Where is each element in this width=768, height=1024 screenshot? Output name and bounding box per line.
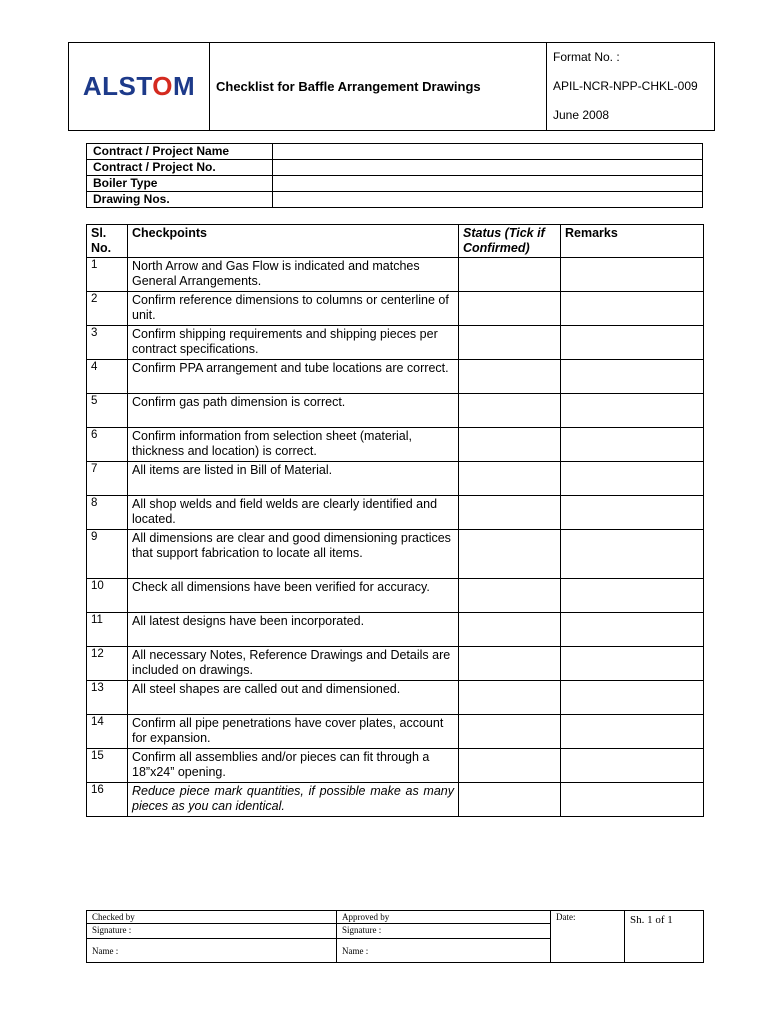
status-cell[interactable] (459, 530, 561, 579)
info-label: Contract / Project Name (87, 144, 273, 160)
checkpoint-text: All steel shapes are called out and dimensioned. (128, 681, 459, 715)
status-cell[interactable] (459, 647, 561, 681)
checklist-row (87, 715, 704, 749)
date-field[interactable] (551, 911, 625, 963)
remarks-cell[interactable] (561, 326, 704, 360)
row-number: 11 (87, 613, 128, 647)
status-cell[interactable] (459, 292, 561, 326)
checkpoint-text: All dimensions are clear and good dimensioning practices that support fabrication to locate all items. (128, 530, 459, 579)
remarks-cell[interactable] (561, 647, 704, 681)
format-date: June 2008 (553, 108, 610, 122)
format-number: APIL-NCR-NPP-CHKL-009 (553, 79, 698, 93)
info-label: Boiler Type (87, 176, 273, 192)
remarks-cell[interactable] (561, 681, 704, 715)
remarks-header: Remarks (561, 225, 704, 258)
row-number: 3 (87, 326, 128, 360)
name-field-approved[interactable]: Name : (337, 939, 551, 963)
checklist-row (87, 579, 704, 613)
remarks-cell[interactable] (561, 613, 704, 647)
checkpoint-text: All items are listed in Bill of Material. (128, 462, 459, 496)
status-cell[interactable] (459, 613, 561, 647)
row-number: 15 (87, 749, 128, 783)
row-number: 4 (87, 360, 128, 394)
format-label: Format No. : (553, 50, 620, 64)
info-value-field[interactable] (273, 160, 703, 176)
checklist-row (87, 428, 704, 462)
signature-field-approved[interactable]: Signature : (337, 924, 551, 939)
checklist-header-row (87, 225, 704, 258)
remarks-cell[interactable] (561, 496, 704, 530)
remarks-cell[interactable] (561, 292, 704, 326)
checklist-row (87, 326, 704, 360)
status-cell[interactable] (459, 360, 561, 394)
status-cell[interactable] (459, 783, 561, 817)
checkpoint-text: Check all dimensions have been verified for accuracy. (128, 579, 459, 613)
approved-by-label: Approved by (337, 911, 551, 924)
checkpoint-text: Reduce piece mark quantities, if possible make as many pieces as you can identical. (128, 783, 459, 817)
status-cell[interactable] (459, 681, 561, 715)
row-number: 13 (87, 681, 128, 715)
footer-row-heading (87, 911, 704, 924)
info-row (87, 192, 703, 208)
checklist-row (87, 613, 704, 647)
checkpoint-text: Confirm PPA arrangement and tube locations are correct. (128, 360, 459, 394)
status-cell[interactable] (459, 749, 561, 783)
checked-by-label: Checked by (87, 911, 337, 924)
remarks-cell[interactable] (561, 715, 704, 749)
checklist-row (87, 462, 704, 496)
row-number: 14 (87, 715, 128, 749)
checkpoint-text: Confirm all assemblies and/or pieces can fit through a 18”x24” opening. (128, 749, 459, 783)
project-info-table (86, 143, 703, 208)
checkpoint-text: Confirm all pipe penetrations have cover plates, account for expansion. (128, 715, 459, 749)
sheet-number: Sh. 1 of 1 (625, 911, 704, 963)
remarks-cell[interactable] (561, 783, 704, 817)
info-row (87, 176, 703, 192)
info-value-field[interactable] (273, 192, 703, 208)
info-value-field[interactable] (273, 144, 703, 160)
checkpoint-text: Confirm information from selection sheet (material, thickness and location) is correct. (128, 428, 459, 462)
remarks-cell[interactable] (561, 360, 704, 394)
status-cell[interactable] (459, 326, 561, 360)
info-value-field[interactable] (273, 176, 703, 192)
row-number: 10 (87, 579, 128, 613)
status-cell[interactable] (459, 496, 561, 530)
checkpoint-text: North Arrow and Gas Flow is indicated and matches General Arrangements. (128, 258, 459, 292)
checklist-table (86, 224, 704, 817)
checkpoint-text: All latest designs have been incorporated. (128, 613, 459, 647)
row-number: 6 (87, 428, 128, 462)
checklist-row (87, 530, 704, 579)
remarks-cell[interactable] (561, 462, 704, 496)
document-title: Checklist for Baffle Arrangement Drawings (210, 43, 547, 131)
date-label: Date: (556, 912, 576, 922)
checkpoint-text: All shop welds and field welds are clearly identified and located. (128, 496, 459, 530)
row-number: 16 (87, 783, 128, 817)
name-field-checked[interactable]: Name : (87, 939, 337, 963)
checklist-row (87, 749, 704, 783)
checkpoint-text: Confirm reference dimensions to columns or centerline of unit. (128, 292, 459, 326)
status-cell[interactable] (459, 394, 561, 428)
remarks-cell[interactable] (561, 749, 704, 783)
remarks-cell[interactable] (561, 394, 704, 428)
row-number: 8 (87, 496, 128, 530)
checklist-row (87, 783, 704, 817)
row-number: 12 (87, 647, 128, 681)
status-cell[interactable] (459, 428, 561, 462)
status-cell[interactable] (459, 258, 561, 292)
checkpoint-text: Confirm shipping requirements and shipping pieces per contract specifications. (128, 326, 459, 360)
status-cell[interactable] (459, 579, 561, 613)
checklist-row (87, 394, 704, 428)
checklist-row (87, 681, 704, 715)
checklist-row (87, 360, 704, 394)
logo-cell (69, 43, 210, 131)
row-number: 7 (87, 462, 128, 496)
signature-field-checked[interactable]: Signature : (87, 924, 337, 939)
checklist-row (87, 258, 704, 292)
checkpoint-text: All necessary Notes, Reference Drawings and Details are included on drawings. (128, 647, 459, 681)
remarks-cell[interactable] (561, 258, 704, 292)
row-number: 5 (87, 394, 128, 428)
remarks-cell[interactable] (561, 428, 704, 462)
info-label: Drawing Nos. (87, 192, 273, 208)
checklist-row (87, 496, 704, 530)
status-cell[interactable] (459, 715, 561, 749)
info-label: Contract / Project No. (87, 160, 273, 176)
checklist-row (87, 647, 704, 681)
checkpoints-header: Checkpoints (128, 225, 459, 258)
status-cell[interactable] (459, 462, 561, 496)
document-header (68, 42, 715, 131)
row-number: 9 (87, 530, 128, 579)
alstom-logo: ALSTOM (82, 71, 196, 101)
checkpoint-text: Confirm gas path dimension is correct. (128, 394, 459, 428)
remarks-cell[interactable] (561, 579, 704, 613)
status-header: Status (Tick if Confirmed) (459, 225, 561, 258)
sl-no-header: Sl. No. (87, 225, 128, 258)
info-row (87, 160, 703, 176)
format-info (547, 43, 715, 131)
signoff-footer (86, 910, 704, 963)
row-number: 1 (87, 258, 128, 292)
info-row (87, 144, 703, 160)
row-number: 2 (87, 292, 128, 326)
checklist-row (87, 292, 704, 326)
remarks-cell[interactable] (561, 530, 704, 579)
